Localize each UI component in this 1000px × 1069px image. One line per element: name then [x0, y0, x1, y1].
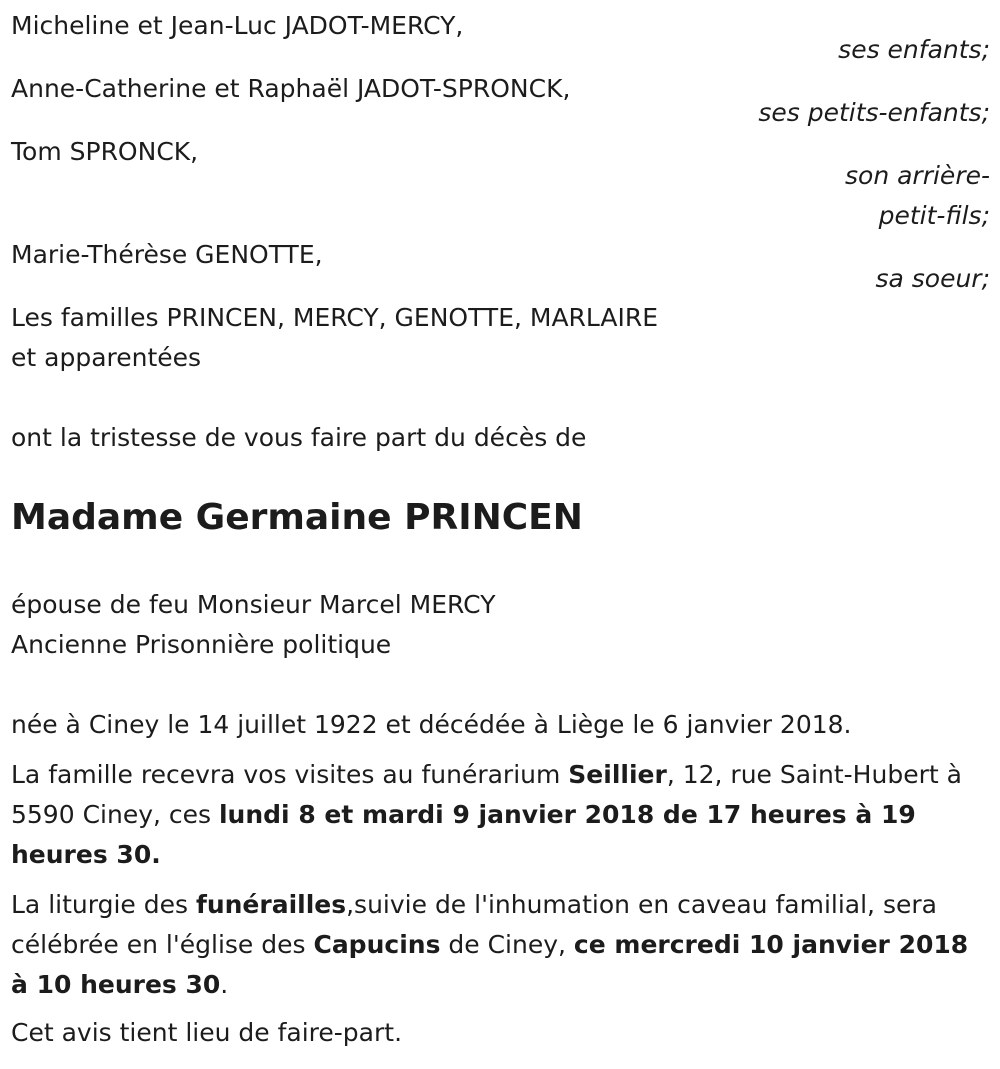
liturgy-middle: ,suivie de l'inhumation en caveau familial, sera célébrée en l'église des [11, 890, 937, 959]
liturgy-church: Capucins [313, 930, 441, 959]
visits-paragraph [11, 755, 990, 875]
families-line1: Les familles PRINCEN, MERCY, GENOTTE, MARLAIRE [11, 303, 659, 332]
liturgy-city: de Ciney, [440, 930, 574, 959]
liturgy-intro: La liturgie des [11, 890, 196, 919]
announcement: ont la tristesse de vous faire part du décès de [11, 423, 587, 452]
visits-place: Seillier [568, 760, 667, 789]
children-role: ses enfants; [838, 35, 990, 64]
greatgrandchild-role-line2: petit-fils; [878, 201, 990, 230]
families-line2: et apparentées [11, 343, 202, 372]
visits-dates: lundi 8 et mardi 9 janvier 2018 de 17 heures à 19 heures 30. [11, 800, 916, 869]
liturgy-word: funérailles [195, 890, 347, 919]
obituary-notice [11, 0, 990, 1069]
grandchildren-role: ses petits-enfants; [758, 98, 990, 127]
grandchildren-names: Anne-Catherine et Raphaël JADOT-SPRONCK, [11, 74, 571, 103]
visits-intro: La famille recevra vos visites au funérarium [11, 760, 569, 789]
liturgy-date: ce mercredi 10 janvier 2018 à 10 heures 30 [11, 930, 969, 999]
children-names: Micheline et Jean-Luc JADOT-MERCY, [11, 11, 464, 40]
liturgy-paragraph [11, 885, 990, 1005]
closing-note: Cet avis tient lieu de faire-part. [11, 1018, 403, 1047]
birth-death: née à Ciney le 14 juillet 1922 et décédée à Liège le 6 janvier 2018. [11, 710, 852, 739]
greatgrandchild-role-line1: son arrière- [845, 161, 990, 190]
sister-name: Marie-Thérèse GENOTTE, [11, 240, 323, 269]
liturgy-end: . [220, 970, 229, 999]
sister-role: sa soeur; [875, 264, 990, 293]
greatgrandchild-name: Tom SPRONCK, [11, 137, 199, 166]
visits-address: , 12, rue Saint-Hubert à 5590 Ciney, ces [11, 760, 962, 829]
deceased-title: Ancienne Prisonnière politique [11, 630, 392, 659]
deceased-name: Madame Germaine PRINCEN [11, 497, 583, 538]
deceased-spouse: épouse de feu Monsieur Marcel MERCY [11, 590, 496, 619]
